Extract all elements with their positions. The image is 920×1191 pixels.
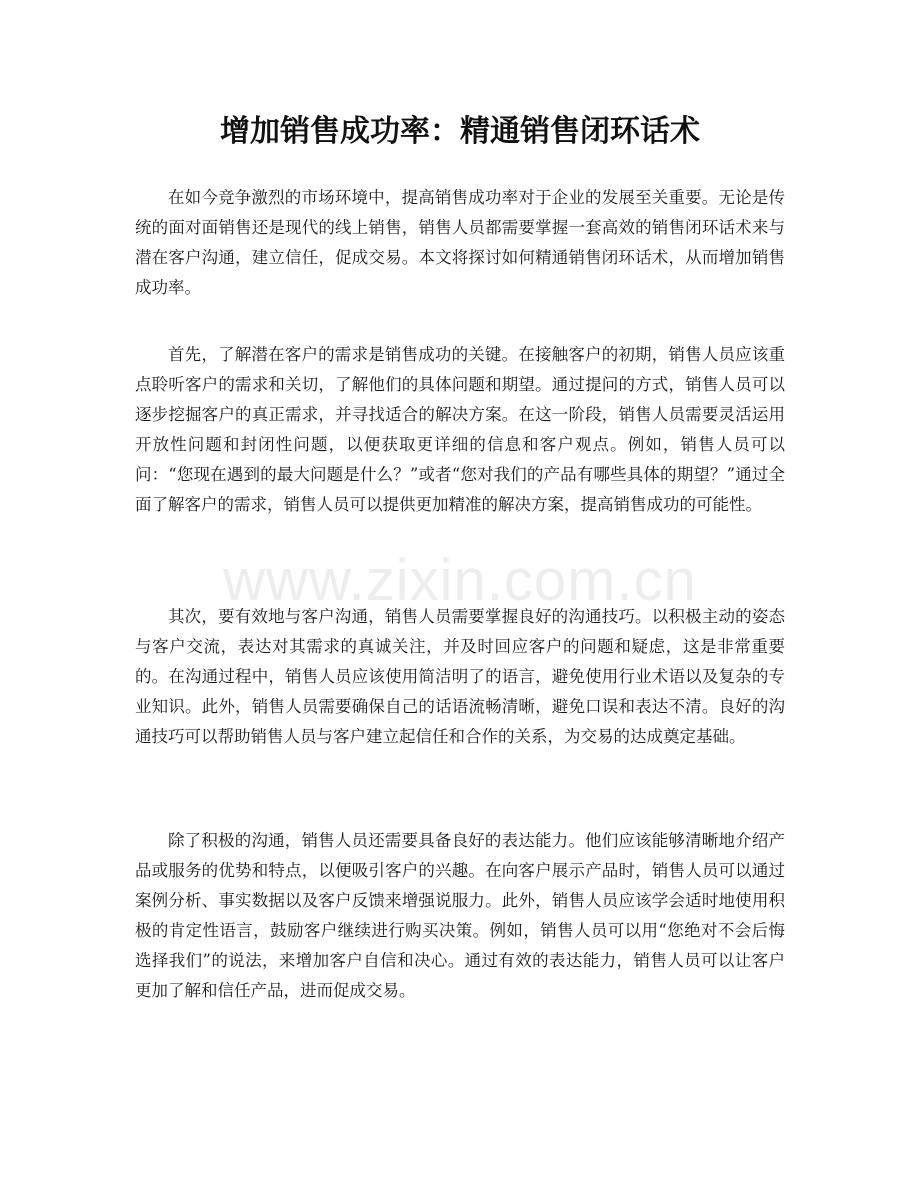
watermark: www.zixin.com.cn	[223, 548, 697, 613]
document-title: 增加销售成功率：精通销售闭环话术	[220, 114, 700, 149]
paragraph-understand-needs: 首先，了解潜在客户的需求是销售成功的关键。在接触客户的初期，销售人员应该重点聆听客户的需求和关切，了解他们的具体问题和期望。通过提问的方式，销售人员可以逐步挖掘客户的真正需求，并寻找适合的解决方案。在这一阶段，销售人员需要灵活运用开放性问题和封闭性问题，以便获取更详细的信息和客户观点。例如，销售人员可以问：“您现在遇到的最大问题是什么？”或者“您对我们的产品有哪些具体的期望？”通过全面了解客户的需求，销售人员可以提供更加精准的解决方案，提高销售成功的可能性。	[135, 345, 785, 514]
paragraph-expression: 除了积极的沟通，销售人员还需要具备良好的表达能力。他们应该能够清晰地介绍产品或服务的优势和特点，以便吸引客户的兴趣。在向客户展示产品时，销售人员可以通过案例分析、事实数据以及客户反馈来增强说服力。此外，销售人员应该学会适时地使用积极的肯定性语言，鼓励客户继续进行购买决策。例如，销售人员可以用“您绝对不会后悔选择我们”的说法，来增加客户自信和决心。通过有效的表达能力，销售人员可以让客户更加了解和信任产品，进而促成交易。	[135, 831, 785, 1000]
paragraph-communication: 其次，要有效地与客户沟通，销售人员需要掌握良好的沟通技巧。以积极主动的姿态与客户交流，表达对其需求的真诚关注，并及时回应客户的问题和疑虑，这是非常重要的。在沟通过程中，销售人员应该使用简洁明了的语言，避免使用行业术语以及复杂的专业知识。此外，销售人员需要确保自己的话语流畅清晰，避免口误和表达不清。良好的沟通技巧可以帮助销售人员与客户建立起信任和合作的关系，为交易的达成奠定基础。	[135, 607, 785, 746]
paragraph-intro: 在如今竞争激烈的市场环境中，提高销售成功率对于企业的发展至关重要。无论是传统的面对面销售还是现代的线上销售，销售人员都需要掌握一套高效的销售闭环话术来与潜在客户沟通，建立信任，促成交易。本文将探讨如何精通销售闭环话术，从而增加销售成功率。	[135, 188, 785, 297]
